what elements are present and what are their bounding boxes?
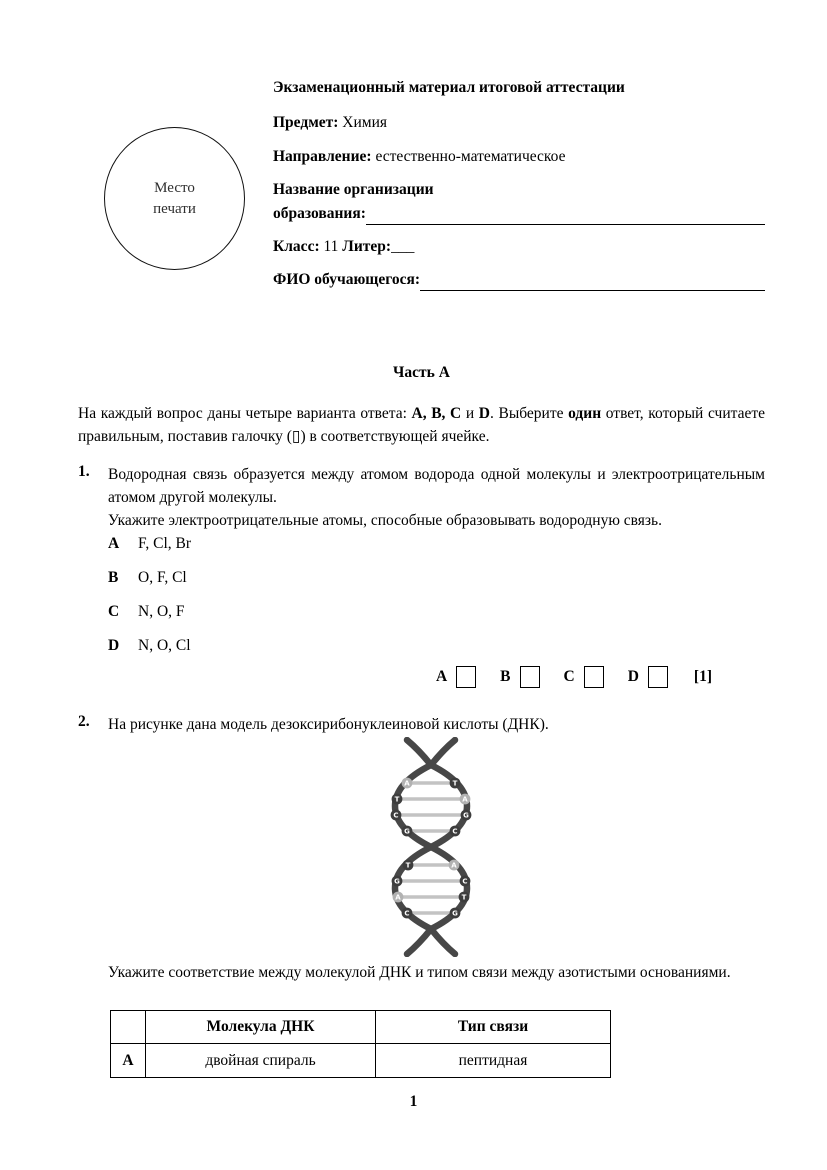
org-name-blank-field[interactable] xyxy=(366,206,765,225)
option-d-letter: D xyxy=(108,637,120,654)
dna-model-figure xyxy=(389,737,473,962)
base-letter: C xyxy=(462,877,468,886)
class-label: Класс: xyxy=(273,238,320,255)
instructions-segment-bold: D xyxy=(478,405,490,422)
direction-value: естественно-математическое xyxy=(375,148,566,165)
answer-label-a: A xyxy=(435,668,448,685)
base-letter: A xyxy=(462,795,468,804)
class-row xyxy=(273,235,765,258)
answer-checkbox-a[interactable] xyxy=(456,666,476,688)
page-number: 1 xyxy=(409,1093,418,1110)
instructions-segment: ответ, который считаете правильным, поставив галочку (▯) в соответствующей ячейке. xyxy=(78,405,766,445)
stamp-text-line2: печати xyxy=(153,200,196,217)
option-a-text: F, Cl, Br xyxy=(138,535,192,552)
part-a-instructions xyxy=(78,402,765,448)
instructions-segment: . Выберите xyxy=(489,405,569,422)
base-letter: T xyxy=(452,779,458,788)
stamp-placeholder-circle xyxy=(104,127,245,270)
class-value: 11 xyxy=(323,238,339,255)
table-header-bond: Тип связи xyxy=(376,1011,611,1044)
option-d[interactable] xyxy=(108,635,191,657)
subject-label: Предмет: xyxy=(273,114,339,131)
question-1-paragraph-2: Укажите электроотрицательные атомы, способные образовывать водородную связь. xyxy=(108,512,662,529)
document-title: Экзаменационный материал итоговой аттестации xyxy=(273,79,625,96)
option-a[interactable] xyxy=(108,533,191,555)
question-2-prompt: Укажите соответствие между молекулой ДНК и типом связи между азотистыми основаниями. xyxy=(108,964,731,981)
base-letter: C xyxy=(452,827,458,836)
liter-blank-field[interactable]: ___ xyxy=(391,238,415,255)
table-header-blank xyxy=(111,1011,146,1044)
option-b-text: O, F, Cl xyxy=(138,569,187,586)
option-c-letter: C xyxy=(108,603,120,620)
question-2-text: На рисунке дана модель дезоксирибонуклеиновой кислоты (ДНК). xyxy=(108,716,549,733)
table-header-molecule: Молекула ДНК xyxy=(146,1011,376,1044)
question-1-paragraph-1: Водородная связь образуется между атомом водорода одной молекулы и электроотрицательным атомом другой молекулы. xyxy=(108,466,765,506)
org-label-line2: образования: xyxy=(273,205,366,222)
answer-checkbox-c[interactable] xyxy=(584,666,604,688)
table-row-label: A xyxy=(111,1044,146,1078)
base-letter: G xyxy=(394,877,400,886)
subject-value: Химия xyxy=(342,114,388,131)
table-header-row xyxy=(111,1011,611,1044)
instructions-segment: и xyxy=(461,405,479,422)
option-b[interactable] xyxy=(108,567,191,589)
answer-checkbox-d[interactable] xyxy=(648,666,668,688)
question-1-answer-row xyxy=(78,666,712,688)
option-b-letter: B xyxy=(108,569,119,586)
base-letter: G xyxy=(452,909,458,918)
instructions-segment-bold: A, B, C xyxy=(411,405,462,422)
answer-label-b: B xyxy=(500,668,511,685)
answer-label-d: D xyxy=(627,668,639,685)
fio-label: ФИО обучающегося: xyxy=(273,271,421,288)
base-letter: A xyxy=(395,893,401,902)
base-letter: T xyxy=(461,893,467,902)
subject-row xyxy=(273,111,765,134)
question-2-match-table xyxy=(110,1010,611,1078)
question-1-text xyxy=(108,463,765,532)
org-label-line1: Название организации xyxy=(273,181,434,198)
header xyxy=(273,76,765,291)
base-letter: T xyxy=(405,861,411,870)
table-cell-molecule: двойная спираль xyxy=(146,1044,376,1078)
answer-checkbox-b[interactable] xyxy=(520,666,540,688)
question-1-points: [1] xyxy=(693,668,712,685)
direction-label: Направление: xyxy=(273,148,372,165)
option-c[interactable] xyxy=(108,601,191,623)
base-letter: G xyxy=(463,811,469,820)
instructions-segment-bold: один xyxy=(568,405,602,422)
direction-row xyxy=(273,145,765,168)
base-letter: T xyxy=(394,795,400,804)
question-2-number: 2. xyxy=(78,713,90,730)
fio-blank-field[interactable] xyxy=(420,272,765,291)
org-row xyxy=(273,202,765,225)
fio-row xyxy=(273,268,765,291)
stamp-text-line1: Место xyxy=(154,179,195,196)
table-cell-bond: пептидная xyxy=(376,1044,611,1078)
option-a-letter: A xyxy=(108,535,120,552)
liter-label: Литер: xyxy=(342,238,392,255)
instructions-segment: На каждый вопрос даны четыре варианта ответа: xyxy=(78,405,412,422)
option-d-text: N, O, Cl xyxy=(138,637,191,654)
answer-label-c: C xyxy=(563,668,575,685)
part-a-title: Часть А xyxy=(393,364,450,381)
base-letter: C xyxy=(404,909,410,918)
base-letter: A xyxy=(451,861,457,870)
question-1-options xyxy=(108,533,191,669)
dna-double-helix-icon xyxy=(389,737,473,957)
table-row xyxy=(111,1044,611,1078)
base-letter: C xyxy=(393,811,399,820)
base-letter: A xyxy=(404,779,410,788)
base-letter: G xyxy=(404,827,410,836)
question-1-number: 1. xyxy=(78,463,90,480)
option-c-text: N, O, F xyxy=(138,603,185,620)
